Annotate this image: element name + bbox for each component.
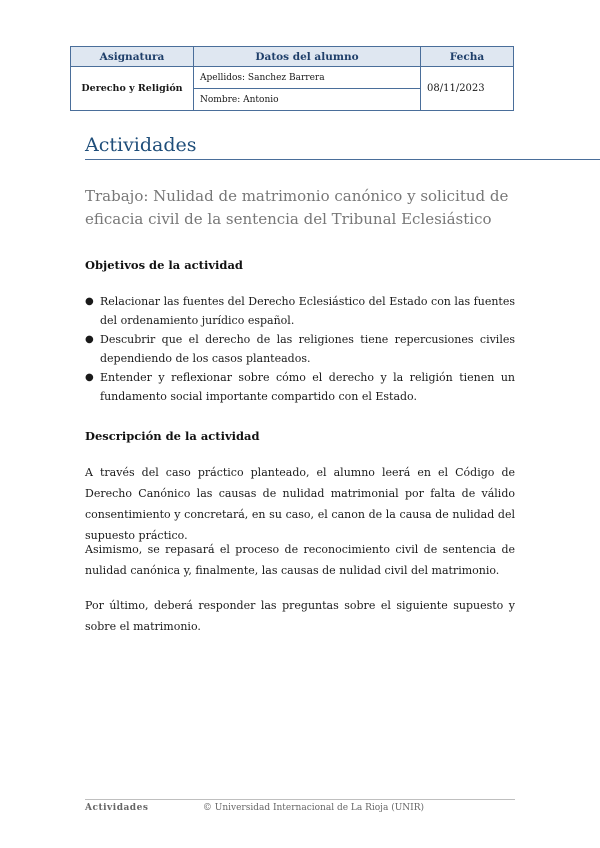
header-col-subject: Asignatura: [71, 47, 194, 67]
assignment-subtitle: Trabajo: Nulidad de matrimonio canónico y solicitud de eficacia civil de la sentencia del Tribunal Eclesiástico: [85, 187, 509, 228]
header-col-student: Datos del alumno: [194, 47, 421, 67]
page-title: Actividades: [85, 134, 600, 160]
objectives-heading: Objetivos de la actividad: [85, 258, 243, 272]
subject-value: Derecho y Religión: [71, 67, 194, 111]
description-paragraph-1: A través del caso práctico planteado, el alumno leerá en el Código de Derecho Canónico las causas de nulidad matrimonial por falta de válido consentimiento y concretará, en su caso, el canon de la causa de nulidad del supuesto práctico.: [85, 466, 515, 542]
page-footer: [85, 803, 424, 813]
list-item: ● Descubrir que el derecho de las religiones tiene repercusiones civiles dependiendo de los casos planteados.: [85, 330, 515, 368]
description-heading: Descripción de la actividad: [85, 429, 260, 443]
list-item: ● Entender y reflexionar sobre cómo el derecho y la religión tienen un fundamento social importante compartido con el Estado.: [85, 368, 515, 406]
objectives-list: [85, 292, 515, 406]
bullet-icon: ●: [85, 334, 94, 345]
header-table: [70, 46, 514, 111]
surname-value: Apellidos: Sanchez Barrera: [194, 67, 421, 89]
description-paragraph-3: Por último, deberá responder las preguntas sobre el siguiente supuesto y sobre el matrimonio.: [85, 599, 515, 633]
list-item: ● Relacionar las fuentes del Derecho Eclesiástico del Estado con las fuentes del ordenamiento jurídico español.: [85, 292, 515, 330]
footer-divider: [85, 799, 515, 800]
date-value: 08/11/2023: [421, 67, 514, 111]
name-value: Nombre: Antonio: [194, 89, 421, 111]
header-col-date: Fecha: [421, 47, 514, 67]
footer-section-label: Actividades: [85, 803, 149, 813]
bullet-icon: ●: [85, 372, 94, 383]
description-paragraph-2: Asimismo, se repasará el proceso de reconocimiento civil de sentencia de nulidad canónica y, finalmente, las causas de nulidad civil del matrimonio.: [85, 543, 515, 577]
footer-copyright: © Universidad Internacional de La Rioja (UNIR): [202, 803, 425, 813]
bullet-icon: ●: [85, 296, 94, 307]
